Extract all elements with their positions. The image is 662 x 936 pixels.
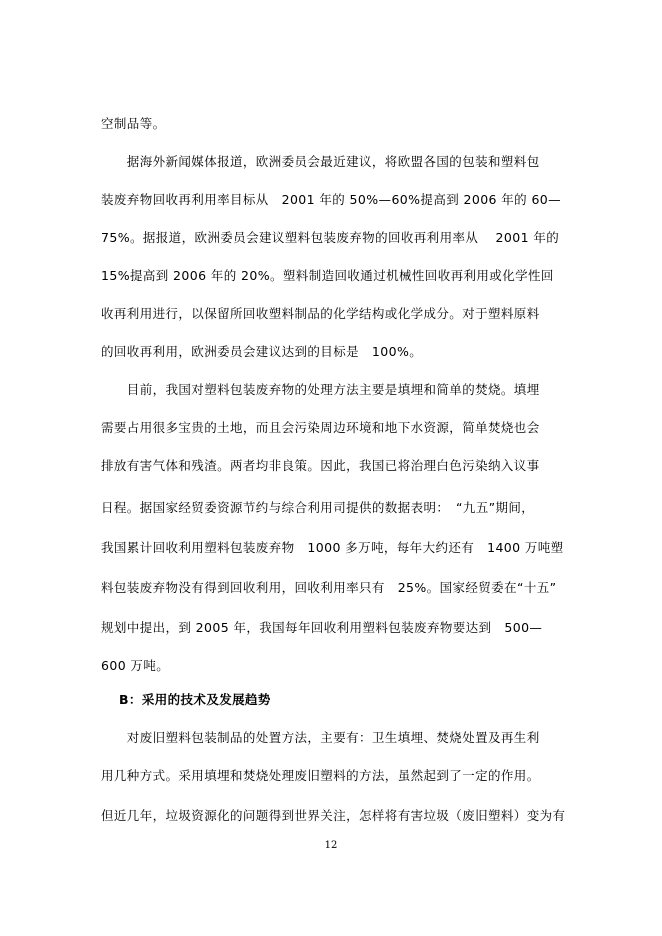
- text-line: 空制品等。: [101, 116, 166, 131]
- text-line: 料包装废弃物没有得到回收利用，回收利用率只有 25%。国家经贸委在“十五”: [101, 580, 557, 595]
- page-number: 12: [324, 840, 338, 851]
- text-line: 对废旧塑料包装制品的处置方法，主要有：卫生填埋、焚烧处置及再生利: [101, 730, 540, 745]
- text-line: 规划中提出，到 2005 年，我国每年回收利用塑料包装废弃物要达到 500—: [101, 620, 543, 635]
- text-line: 装废弃物回收再利用率目标从 2001 年的 50%—60%提高到 2006 年的 60—: [101, 192, 562, 207]
- text-line: 排放有害气体和残渣。两者均非良策。因此，我国已将治理白色污染纳入议事: [101, 458, 540, 473]
- text-line: 用几种方式。采用填埋和焚烧处理废旧塑料的方法，虽然起到了一定的作用。: [101, 768, 540, 783]
- text-line: 的回收再利用，欧洲委员会建议达到的目标是 100%。: [101, 344, 423, 359]
- text-line: 据海外新闻媒体报道，欧洲委员会最近建议，将欧盟各国的包装和塑料包: [101, 154, 540, 169]
- text-line: 75%。据报道，欧洲委员会建议塑料包装废弃物的回收再利用率从 2001 年的: [101, 230, 560, 245]
- text-line: 收再利用进行，以保留所回收塑料制品的化学结构或化学成分。对于塑料原料: [101, 306, 540, 321]
- text-line: 600 万吨。: [101, 658, 170, 673]
- section-heading: B：采用的技术及发展趋势: [119, 692, 271, 707]
- text-line: 我国累计回收利用塑料包装废弃物 1000 多万吨，每年大约还有 1400 万吨塑: [101, 540, 564, 555]
- text-line: 需要占用很多宝贵的土地，而且会污染周边环境和地下水资源，简单焚烧也会: [101, 420, 540, 435]
- text-line: 日程。据国家经贸委资源节约与综合利用司提供的数据表明： “九五”期间，: [101, 500, 535, 515]
- text-line: 15%提高到 2006 年的 20%。塑料制造回收通过机械性回收再利用或化学性回: [101, 268, 554, 283]
- text-line: 目前，我国对塑料包装废弃物的处理方法主要是填埋和简单的焚烧。填埋: [101, 382, 540, 397]
- text-line: 但近几年，垃圾资源化的问题得到世界关注，怎样将有害垃圾（废旧塑料）变为有: [101, 808, 566, 823]
